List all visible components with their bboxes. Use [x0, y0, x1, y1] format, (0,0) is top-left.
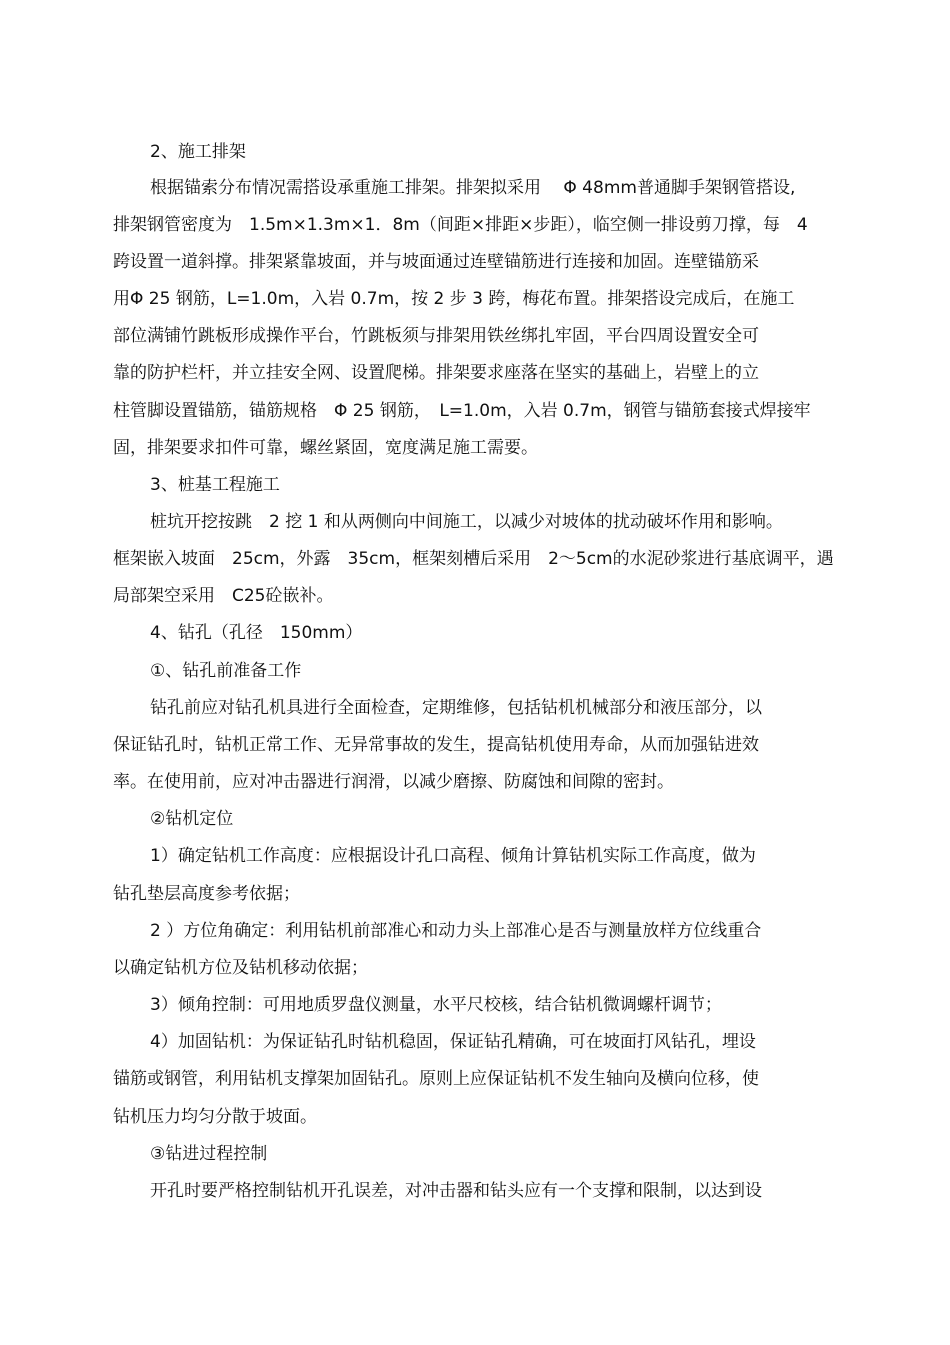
- text-line: 靠的防护栏杆，并立挂安全网、设置爬梯。排架要求座落在坚实的基础上，岩壁上的立: [113, 363, 759, 383]
- text-line: 固，排架要求扣件可靠，螺丝紧固，宽度满足施工需要。: [113, 438, 538, 458]
- text-line: 保证钻孔时，钻机正常工作、无异常事故的发生，提高钻机使用寿命，从而加强钻进效: [113, 735, 759, 755]
- text-line: 跨设置一道斜撑。排架紧靠坡面，并与坡面通过连壁锚筋进行连接和加固。连壁锚筋采: [113, 252, 759, 272]
- text-line: 率。在使用前，应对冲击器进行润滑，以减少磨擦、防腐蚀和间隙的密封。: [113, 772, 674, 792]
- text-line: 3）倾角控制：可用地质罗盘仪测量，水平尺校核，结合钻机微调螺杆调节；: [150, 995, 722, 1015]
- text-line: 钻孔前应对钻孔机具进行全面检查，定期维修，包括钻机机械部分和液压部分，以: [150, 698, 762, 718]
- subheading-drilling-preparation: ①、钻孔前准备工作: [150, 661, 302, 681]
- text-line: 锚筋或钢管，利用钻机支撑架加固钻孔。原则上应保证钻机不发生轴向及横向位移，使: [113, 1069, 759, 1089]
- text-line: 用Φ 25 钢筋，L=1.0m，入岩 0.7m，按 2 步 3 跨，梅花布置。排架搭设完成后，在施工: [113, 289, 795, 309]
- subheading-rig-positioning: ②钻机定位: [150, 809, 234, 829]
- text-line: 框架嵌入坡面 25cm，外露 35cm，框架刻槽后采用 2～5cm的水泥砂浆进行基底调平，遇: [113, 549, 834, 569]
- text-line: 2 ）方位角确定：利用钻机前部准心和动力头上部准心是否与测量放样方位线重合: [150, 921, 762, 941]
- text-line: 钻孔垫层高度参考依据；: [113, 884, 300, 904]
- text-line: 桩坑开挖按跳 2 挖 1 和从两侧向中间施工，以减少对坡体的扰动破坏作用和影响。: [150, 512, 783, 532]
- text-line: 开孔时要严格控制钻机开孔误差，对冲击器和钻头应有一个支撑和限制，以达到设: [150, 1181, 762, 1201]
- subheading-drilling-process-control: ③钻进过程控制: [150, 1144, 268, 1164]
- text-line: 部位满铺竹跳板形成操作平台，竹跳板须与排架用铁丝绑扎牢固，平台四周设置安全可: [113, 326, 759, 346]
- text-line: 以确定钻机方位及钻机移动依据；: [113, 958, 368, 978]
- heading-construction-scaffold: 2、施工排架: [150, 142, 246, 162]
- text-line: 钻机压力均匀分散于坡面。: [113, 1107, 317, 1127]
- text-line: 柱管脚设置锚筋，锚筋规格 Φ 25 钢筋， L=1.0m，入岩 0.7m，钢管与锚筋套接式焊接牢: [113, 401, 811, 421]
- text-line: 4）加固钻机：为保证钻孔时钻机稳固，保证钻孔精确，可在坡面打风钻孔，埋设: [150, 1032, 756, 1052]
- text-line: 1）确定钻机工作高度：应根据设计孔口高程、倾角计算钻机实际工作高度，做为: [150, 846, 756, 866]
- text-line: 局部架空采用 C25砼嵌补。: [113, 586, 334, 606]
- text-line: 排架钢管密度为 1.5m×1.3m×1．8m（间距×排距×步距），临空侧一排设剪刀撑，每 4: [113, 215, 808, 235]
- text-line: 根据锚索分布情况需搭设承重施工排架。排架拟采用 Φ 48mm普通脚手架钢管搭设,: [150, 178, 796, 198]
- heading-drilling: 4、钻孔（孔径 150mm）: [150, 623, 363, 643]
- heading-pile-foundation: 3、桩基工程施工: [150, 475, 280, 495]
